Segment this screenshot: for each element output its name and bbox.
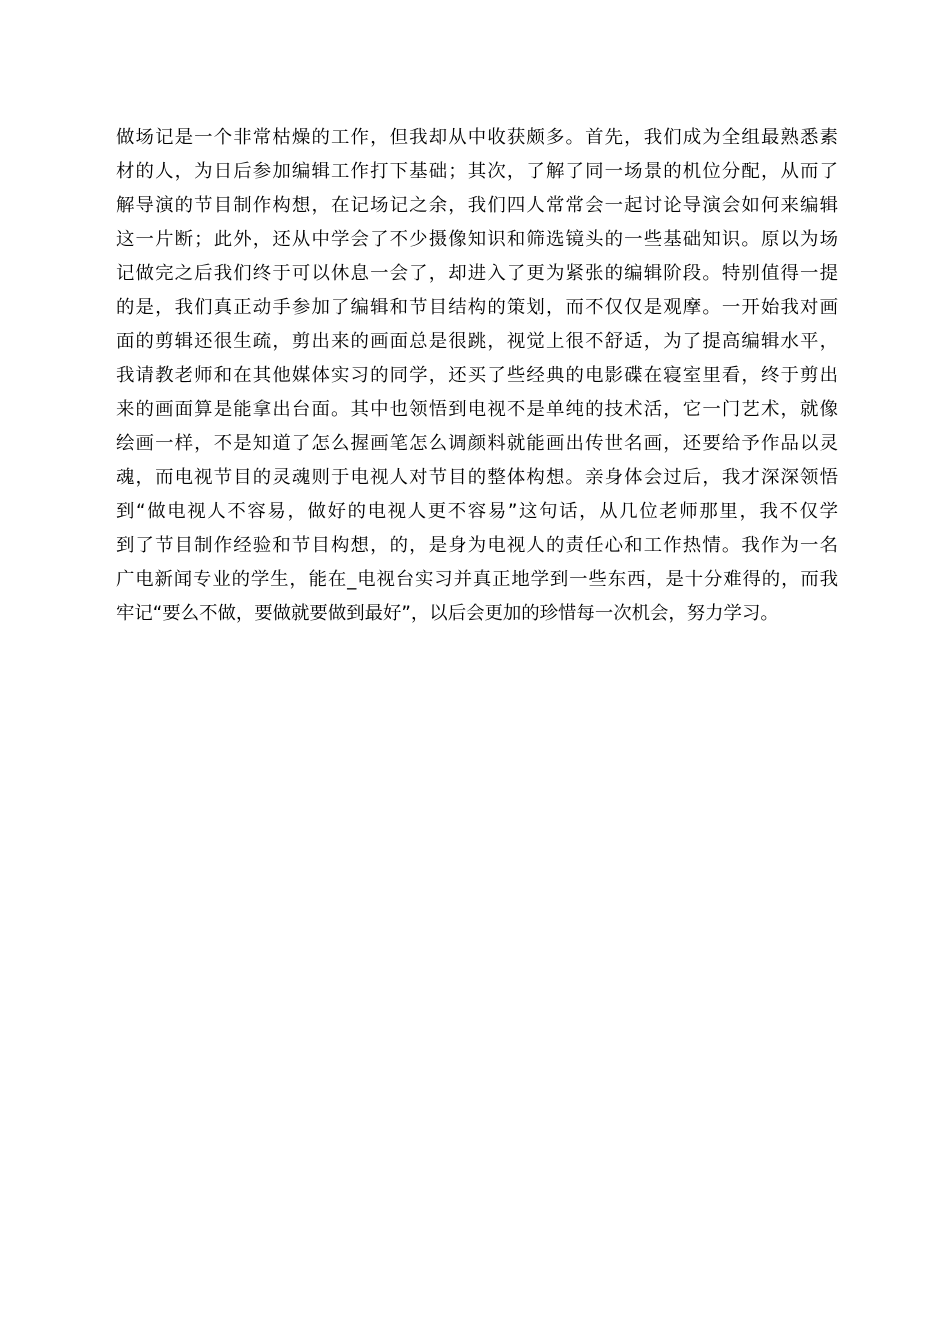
paragraph-line-5: 记做完之后我们终于可以休息一会了，却进入了更为紧张的编辑阶段。特别值得一提 — [116, 263, 838, 284]
paragraph-line-7: 面的剪辑还很生疏，剪出来的画面总是很跳，视觉上很不舒适，为了提高编辑水平， — [116, 331, 838, 352]
paragraph-line-11: 魂，而电视节目的灵魂则于电视人对节目的整体构想。亲身体会过后，我才深深领悟 — [116, 467, 838, 488]
paragraph-line-3: 解导演的节目制作构想，在记场记之余，我们四人常常会一起讨论导演会如何来编辑 — [116, 195, 838, 216]
paragraph-line-8: 我请教老师和在其他媒体实习的同学，还买了些经典的电影碟在寝室里看，终于剪出 — [116, 365, 838, 386]
paragraph-line-15: 牢记“要么不做，要做就要做到最好”，以后会更加的珍惜每一次机会，努力学习。 — [116, 603, 779, 624]
paragraph-line-9: 来的画面算是能拿出台面。其中也领悟到电视不是单纯的技术活，它一门艺术，就像 — [116, 399, 838, 420]
paragraph-line-12: 到“做电视人不容易，做好的电视人更不容易”这句话，从几位老师那里，我不仅学 — [116, 501, 838, 522]
paragraph-line-14: 广电新闻专业的学生，能在_电视台实习并真正地学到一些东西，是十分难得的，而我 — [116, 569, 838, 590]
paragraph-line-1: 做场记是一个非常枯燥的工作，但我却从中收获颇多。首先，我们成为全组最熟悉素 — [116, 127, 838, 148]
paragraph-line-4: 这一片断；此外，还从中学会了不少摄像知识和筛选镜头的一些基础知识。原以为场 — [116, 229, 838, 250]
paragraph-line-2: 材的人，为日后参加编辑工作打下基础；其次，了解了同一场景的机位分配，从而了 — [116, 161, 838, 182]
paragraph-line-6: 的是，我们真正动手参加了编辑和节目结构的策划，而不仅仅是观摩。一开始我对画 — [116, 297, 838, 318]
body-paragraph — [116, 121, 838, 631]
paragraph-line-13: 到了节目制作经验和节目构想，的，是身为电视人的责任心和工作热情。我作为一名 — [116, 535, 838, 556]
paragraph-line-10: 绘画一样，不是知道了怎么握画笔怎么调颜料就能画出传世名画，还要给予作品以灵 — [116, 433, 838, 454]
